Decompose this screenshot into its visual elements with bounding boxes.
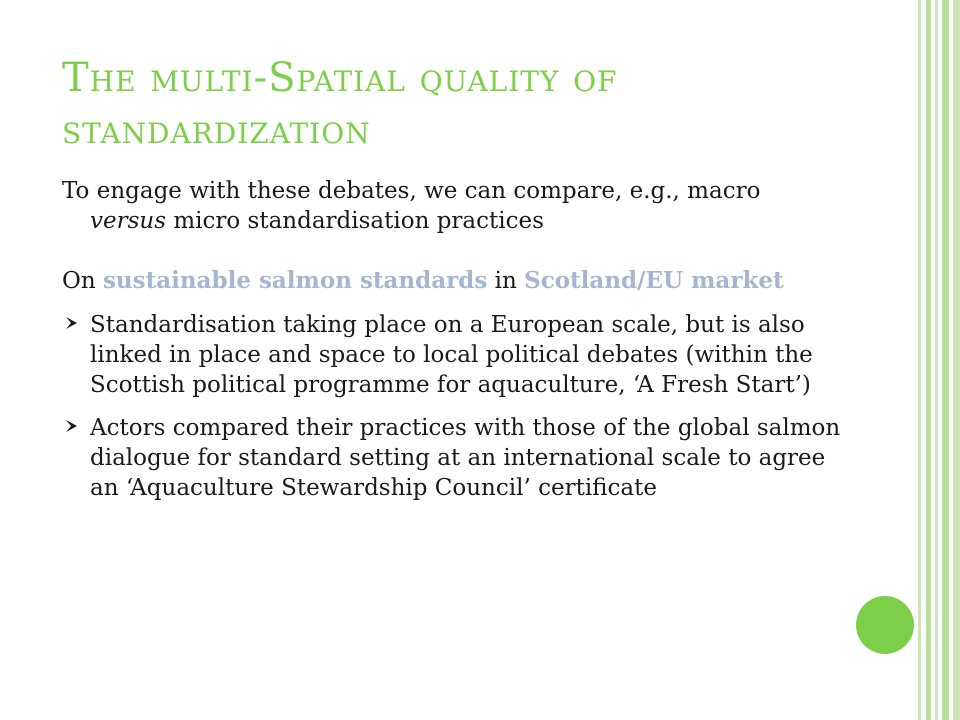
stripe [918, 0, 921, 720]
slide-body [62, 176, 842, 516]
topic-highlight-market: Scotland/EU market [524, 267, 784, 294]
bullet-text: Actors compared their practices with those of the global salmon dialogue for standard setting at an international scale to agree an ‘Aquaculture Stewardship Council’ certificate [90, 415, 841, 501]
stripe [953, 0, 960, 720]
intro-text-start: To engage with these debates, we can compare, e.g., macro [62, 178, 761, 204]
intro-text-end: micro standardisation practices [166, 208, 544, 234]
green-circle-decoration [856, 596, 914, 654]
arrow-bullet-icon [64, 315, 80, 331]
bullet-text: Standardisation taking place on a European scale, but is also linked in place and space to local political debates (within the Scottish political programme for aquaculture, ‘A Fresh Start’) [90, 312, 813, 398]
bullet-item [62, 413, 842, 503]
topic-paragraph [62, 266, 842, 296]
intro-paragraph [62, 176, 842, 236]
slide-title: The multi-Spatial quality of standardization [62, 55, 618, 153]
stripe [935, 0, 938, 720]
stripe [926, 0, 931, 720]
topic-highlight-standards: sustainable salmon standards [102, 267, 488, 294]
topic-prefix: On [62, 268, 103, 294]
bullet-item [62, 310, 842, 400]
right-stripes-decoration [918, 0, 960, 720]
intro-emphasis: versus [90, 208, 167, 234]
arrow-bullet-icon [64, 418, 80, 434]
stripe [942, 0, 949, 720]
topic-middle: in [487, 268, 525, 294]
bullet-list [62, 310, 842, 503]
